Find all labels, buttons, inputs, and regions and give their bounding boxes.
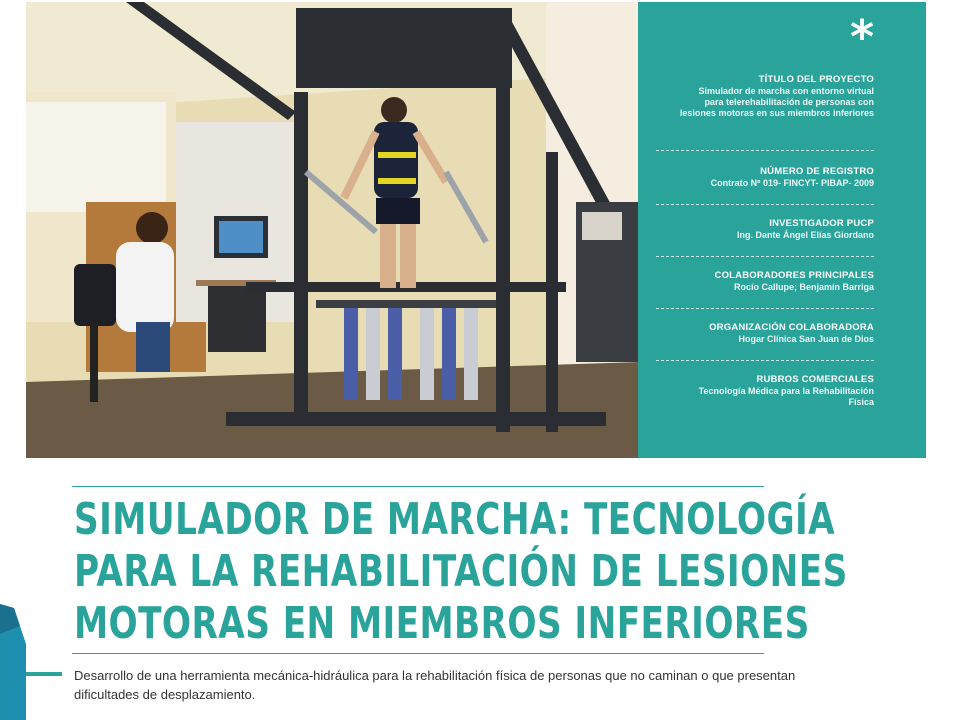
info-value: Simulador de marcha con entorno virtual para telerehabilitación de personas con lesiones motoras en sus miembros inferiores bbox=[679, 86, 874, 118]
title-bottom-rule bbox=[72, 653, 764, 654]
gait-simulator-photo-icon bbox=[26, 2, 638, 458]
divider bbox=[656, 256, 874, 257]
divider bbox=[656, 360, 874, 361]
project-info-panel bbox=[638, 2, 926, 458]
info-value: Rocío Callupe; Benjamín Barriga bbox=[733, 282, 874, 292]
title-line: PARA LA REHABILITACIÓN DE LESIONES bbox=[74, 546, 848, 597]
divider bbox=[656, 150, 874, 151]
info-label: RUBROS COMERCIALES bbox=[756, 374, 874, 385]
info-value: Ing. Dante Ángel Elías Giordano bbox=[736, 230, 874, 240]
corner-decoration-icon bbox=[0, 604, 26, 720]
info-registration-number bbox=[678, 166, 874, 189]
title-line: MOTORAS EN MIEMBROS INFERIORES bbox=[74, 598, 810, 649]
asterisk-icon: * bbox=[849, 10, 874, 64]
info-value: Tecnología Médica para la Rehabilitación Física bbox=[698, 386, 874, 407]
accent-dash bbox=[26, 672, 62, 676]
info-project-title bbox=[678, 74, 874, 119]
article-title bbox=[74, 494, 848, 650]
info-researcher bbox=[678, 218, 874, 241]
info-label: TÍTULO DEL PROYECTO bbox=[758, 74, 874, 85]
info-value: Hogar Clínica San Juan de Dios bbox=[738, 334, 874, 344]
title-line: SIMULADOR DE MARCHA: TECNOLOGÍA bbox=[74, 494, 836, 545]
article-subtitle: Desarrollo de una herramienta mecánica-hidráulica para la rehabilitación física de personas que no caminan o que presentan dificultades de desplazamiento. bbox=[74, 668, 796, 702]
title-top-rule bbox=[72, 486, 764, 487]
info-collaborators bbox=[678, 270, 874, 293]
info-organization bbox=[678, 322, 874, 345]
info-commercial-areas bbox=[678, 374, 874, 408]
info-label: INVESTIGADOR PUCP bbox=[769, 218, 874, 229]
project-photo bbox=[26, 2, 638, 458]
info-label: ORGANIZACIÓN COLABORADORA bbox=[709, 322, 874, 333]
info-label: NÚMERO DE REGISTRO bbox=[760, 166, 874, 177]
divider bbox=[656, 204, 874, 205]
info-value: Contrato Nº 019- FINCYT- PIBAP- 2009 bbox=[710, 178, 874, 188]
divider bbox=[656, 308, 874, 309]
info-label: COLABORADORES PRINCIPALES bbox=[714, 270, 874, 281]
